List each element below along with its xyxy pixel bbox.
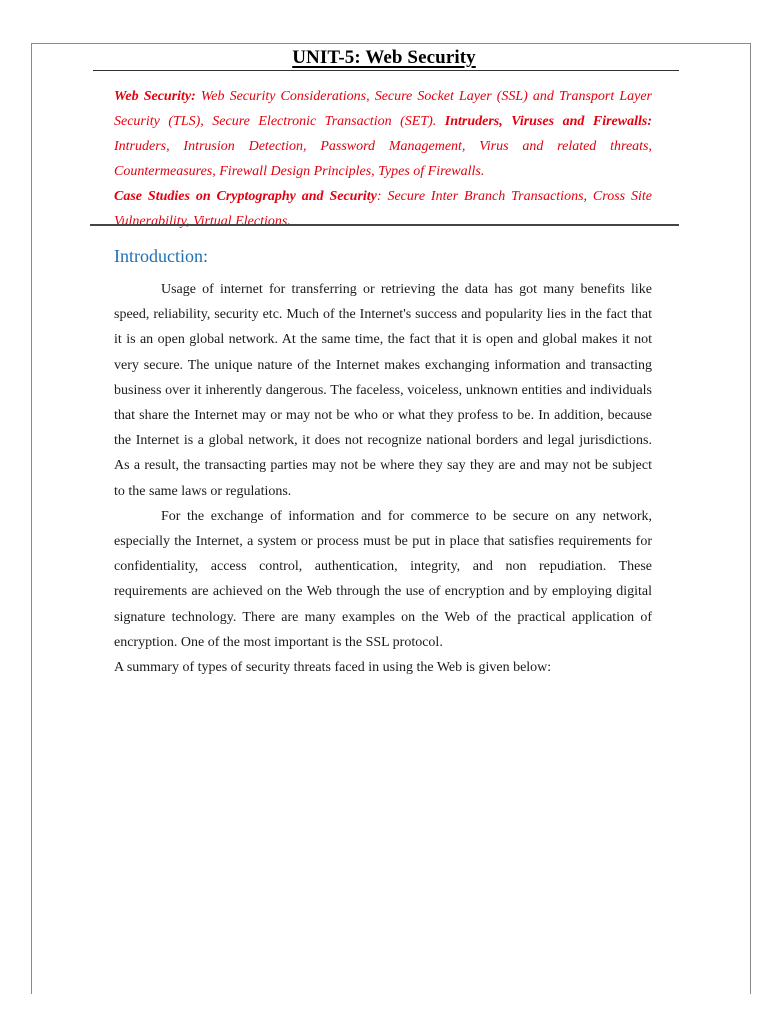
syllabus-topic-heading: Web Security: [114, 89, 196, 104]
syllabus-block [114, 84, 652, 234]
paragraph: Usage of internet for transferring or retrieving the data has got many benefits like speed, reliability, security etc. Much of the Internet's success and popularity lies in the fact that it is an open global network. At the same time, the fact that it is open and global makes it not very secure. The unique nature of the Internet makes exchanging information and transacting business over it inherently dangerous. The faceless, voiceless, unknown entities and individuals that share the Internet may or may not be who or what they profess to be. In addition, because the Internet is a global network, it does not recognize national borders and legal jurisdictions. As a result, the transacting parties may not be where they say they are and may not be subject to the same laws or regulations. [114, 282, 652, 499]
title-rule [93, 70, 679, 71]
syllabus-rule [90, 224, 679, 226]
section-heading: Introduction: [114, 246, 208, 266]
page-title-text: UNIT-5: Web Security [292, 47, 476, 68]
syllabus-topic-heading: Intruders, Viruses and Firewalls: [444, 114, 652, 129]
syllabus-topic-heading: Case Studies on Cryptography and Security [114, 189, 377, 204]
page-title [0, 47, 768, 69]
body-text [114, 277, 652, 680]
paragraph: For the exchange of information and for commerce to be secure on any network, especially the Internet, a system or process must be put in place that satisfies requirements for confidentiality, access control, authentication, integrity, and non repudiation. These requirements are achieved on the Web through the use of encryption and by employing digital signature technology. There are many examples on the Web of the practical application of encryption. One of the most important is the SSL protocol. [114, 508, 652, 650]
syllabus-topic-text: Intruders, Intrusion Detection, Password Management, Virus and related threats, Countermeasures, Firewall Design Principles, Types of Firewalls. [114, 139, 652, 179]
syllabus-topic-text: : Secure Inter Branch Transactions, Cross Site Vulnerability, Virtual Elections. [114, 189, 652, 229]
syllabus-topic-text: Web Security Considerations, Secure Socket Layer (SSL) and Transport Layer Security (TLS), Secure Electronic Transaction (SET). [114, 89, 653, 129]
paragraph: A summary of types of security threats faced in using the Web is given below: [114, 660, 552, 676]
